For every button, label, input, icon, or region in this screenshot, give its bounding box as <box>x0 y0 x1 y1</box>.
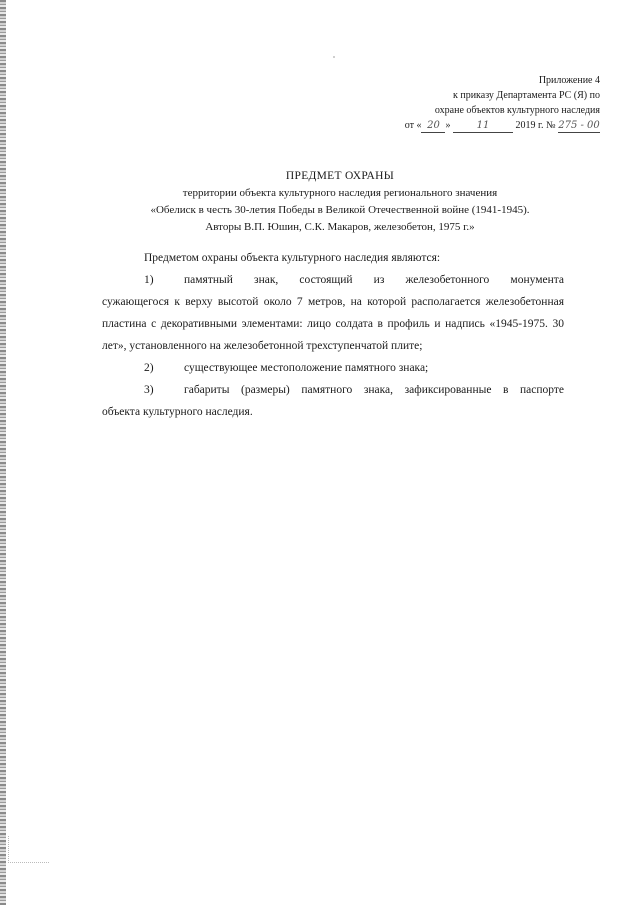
item-number: 2) <box>144 362 154 374</box>
date-month: 11 <box>453 120 513 133</box>
annex-date-line <box>340 118 600 133</box>
document-body <box>102 247 564 423</box>
item-number: 1) <box>144 274 154 286</box>
item-text: существующее местоположение памятного знака; <box>184 362 429 374</box>
item-text: памятный знак, состоящий из железобетонного монумента <box>184 274 564 286</box>
scan-edge <box>0 0 6 905</box>
annex-line-1: Приложение 4 <box>538 75 600 86</box>
scan-mark <box>8 836 49 863</box>
title-line-2: «Обелиск в честь 30-летия Победы в Великой Отечественной войне (1941-1945). <box>150 204 530 216</box>
list-item <box>102 269 564 291</box>
list-item <box>102 357 564 379</box>
date-day: 20 <box>421 120 445 133</box>
list-item <box>102 379 564 401</box>
document-title: ПРЕДМЕТ ОХРАНЫ <box>285 170 395 182</box>
item-text-continued: сужающегося к верху высотой около 7 метров, на которой располагается железобетонная пластина с декоративными элементами: лицо солдата в профиль и надпись «1945-1975. 30 лет», установленного на железобетонной трехступенчатой плите; <box>102 296 564 352</box>
order-number: 275 - 00 <box>558 120 600 131</box>
scan-speck <box>333 56 335 58</box>
item-text-continued: объекта культурного наследия. <box>102 406 253 418</box>
item-text: габариты (размеры) памятного знака, зафиксированные в паспорте <box>184 384 564 396</box>
title-line-1: территории объекта культурного наследия регионального значения <box>182 187 498 199</box>
date-prefix: от « <box>404 120 422 131</box>
date-mid: » <box>445 120 451 131</box>
title-line-3: Авторы В.П. Юшин, С.К. Макаров, железобетон, 1975 г.» <box>205 221 475 233</box>
annex-block <box>340 73 600 133</box>
list-item-continuation <box>102 401 564 423</box>
item-number: 3) <box>144 384 154 396</box>
date-year: 2019 г. № <box>515 120 556 131</box>
title-block <box>100 168 580 236</box>
annex-line-3: охране объектов культурного наследия <box>434 105 600 116</box>
intro-paragraph: Предметом охраны объекта культурного наследия являются: <box>144 252 441 264</box>
list-item-continuation <box>102 291 564 357</box>
annex-line-2: к приказу Департамента РС (Я) по <box>452 90 600 101</box>
